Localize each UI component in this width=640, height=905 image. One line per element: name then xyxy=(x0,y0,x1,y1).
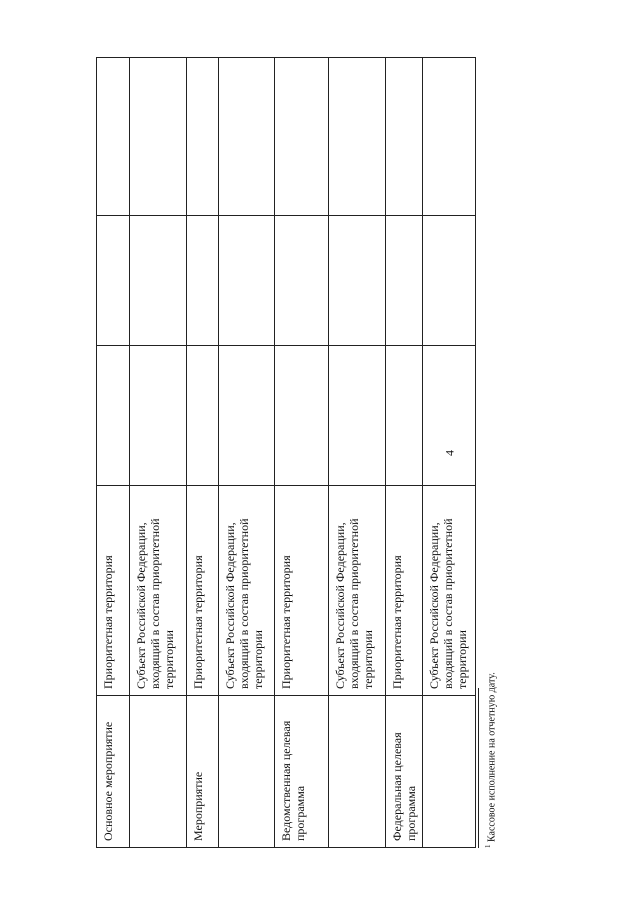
footnote-marker: 1 xyxy=(484,844,492,848)
rotated-content xyxy=(96,58,498,848)
territory-cell: Субъект Российской Федерации, входящий в состав приоритетной территории xyxy=(219,486,275,696)
category-cell xyxy=(219,696,275,848)
empty-cell xyxy=(97,216,130,346)
table-row xyxy=(329,58,386,848)
empty-cell xyxy=(329,346,386,486)
category-cell xyxy=(423,696,476,848)
table-row xyxy=(275,58,329,848)
table-row xyxy=(187,58,219,848)
category-cell: Федеральная целевая программа xyxy=(386,696,423,848)
category-cell: Основное мероприятие xyxy=(97,696,130,848)
empty-cell xyxy=(423,58,476,216)
empty-cell xyxy=(187,216,219,346)
territory-cell: Приоритетная территория xyxy=(97,486,130,696)
empty-cell xyxy=(386,346,423,486)
territory-cell: Приоритетная территория xyxy=(187,486,219,696)
table-row xyxy=(130,58,187,848)
empty-cell xyxy=(329,58,386,216)
footnote-rule xyxy=(478,688,479,848)
empty-cell xyxy=(130,58,187,216)
territory-cell: Субъект Российской Федерации, входящий в состав приоритетной территории xyxy=(423,486,476,696)
empty-cell xyxy=(386,216,423,346)
footnote-text: Кассовое исполнение на отчетную дату. xyxy=(486,672,498,842)
territory-cell: Субъект Российской Федерации, входящий в состав приоритетной территории xyxy=(130,486,187,696)
empty-cell xyxy=(275,216,329,346)
territory-cell: Приоритетная территория xyxy=(275,486,329,696)
empty-cell xyxy=(423,216,476,346)
category-cell xyxy=(329,696,386,848)
page-number: 4 xyxy=(442,450,457,456)
footnote xyxy=(482,248,498,848)
empty-cell xyxy=(97,58,130,216)
empty-cell xyxy=(219,58,275,216)
territory-table xyxy=(96,57,476,848)
table-row xyxy=(423,58,476,848)
empty-cell xyxy=(130,346,187,486)
empty-cell xyxy=(219,216,275,346)
empty-cell xyxy=(130,216,187,346)
empty-cell xyxy=(187,58,219,216)
empty-cell xyxy=(97,346,130,486)
category-cell xyxy=(130,696,187,848)
empty-cell xyxy=(329,216,386,346)
empty-cell xyxy=(219,346,275,486)
category-cell: Ведомственная целевая программа xyxy=(275,696,329,848)
empty-cell xyxy=(187,346,219,486)
empty-cell xyxy=(423,346,476,486)
table-row xyxy=(219,58,275,848)
territory-cell: Субъект Российской Федерации, входящий в состав приоритетной территории xyxy=(329,486,386,696)
empty-cell xyxy=(386,58,423,216)
table-row xyxy=(97,58,130,848)
category-cell: Мероприятие xyxy=(187,696,219,848)
territory-cell: Приоритетная территория xyxy=(386,486,423,696)
table-row xyxy=(386,58,423,848)
empty-cell xyxy=(275,58,329,216)
empty-cell xyxy=(275,346,329,486)
